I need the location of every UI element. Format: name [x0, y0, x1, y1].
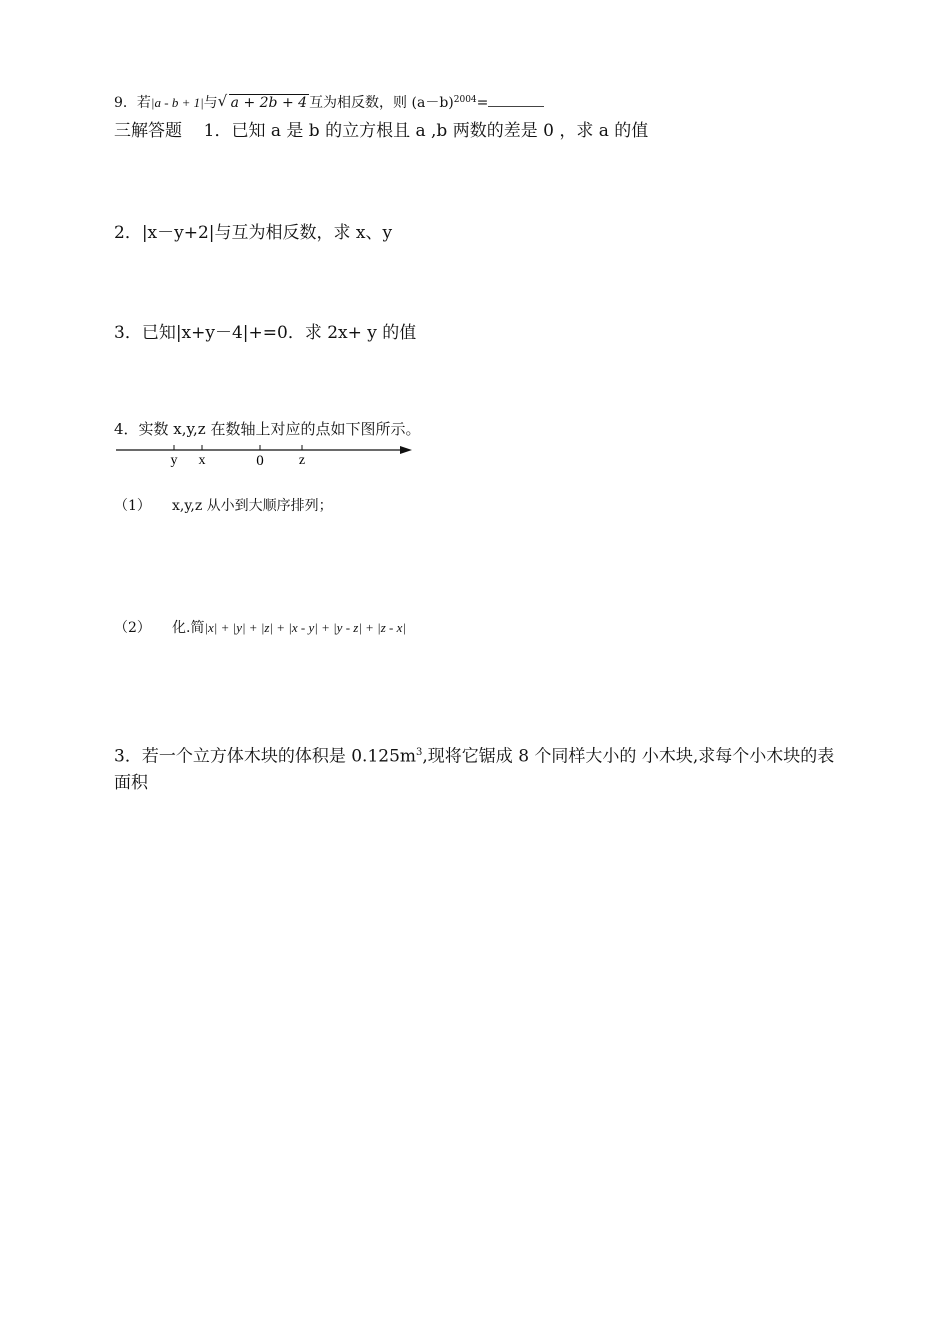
label-z: z: [298, 453, 306, 468]
label-x: x: [198, 453, 206, 468]
q9-equals: =: [476, 95, 489, 111]
q5-text-before: 3．若一个立方体木块的体积是 0.125m: [114, 746, 417, 767]
question-4-part-1: [114, 495, 333, 515]
q5-superscript: 3: [416, 747, 423, 758]
question-1: 1．已知 a 是 b 的立方根且 a ,b 两数的差是 0 ，求 a 的值: [203, 121, 649, 141]
sub2-label: （2）: [114, 620, 151, 636]
question-4-part-2: [114, 617, 406, 637]
question-cube-volume: [114, 740, 844, 796]
question-9: [114, 92, 544, 112]
question-4: 4．实数 x,y,z 在数轴上对应的点如下图所示。: [114, 420, 421, 438]
sub2-prefix: 化.简: [172, 620, 205, 636]
q9-answer-blank: [488, 93, 544, 107]
section-heading: 三解答题: [114, 121, 182, 141]
arrow-right-icon: [400, 446, 412, 454]
label-y: y: [170, 453, 178, 468]
q9-abs-expression: |a - b + 1|: [150, 95, 204, 110]
label-zero: 0: [256, 453, 264, 468]
number-line-svg: [114, 440, 414, 468]
q9-mid-text-2: 互为相反数，则 (a－b): [309, 95, 454, 111]
question-3: 3．已知|x+y－4|+=0．求 2x+ y 的值: [114, 323, 417, 343]
sub1-text: x,y,z 从小到大顺序排列；: [172, 498, 333, 514]
section-solve-problems: [114, 116, 648, 141]
q5-text-after: ,现将它锯成 8 个同样大小的 小木块,求每个小木块的表面积: [114, 746, 835, 793]
q9-mid-text-1: 与: [203, 95, 218, 111]
number-line: [114, 440, 414, 468]
question-2: 2．|x－y+2|与互为相反数，求 x、y: [114, 223, 393, 243]
q9-prefix: 9．若: [114, 95, 151, 111]
sub2-expression: |x| + |y| + |z| + |x - y| + |y - z| + |z - x|: [204, 620, 406, 635]
q9-exponent: 2004: [453, 95, 477, 105]
q9-sqrt-radicand: a + 2b + 4: [230, 95, 308, 111]
q9-sqrt-expression: [217, 92, 309, 111]
sub1-label: （1）: [114, 498, 151, 514]
sqrt-icon: √: [217, 92, 228, 110]
